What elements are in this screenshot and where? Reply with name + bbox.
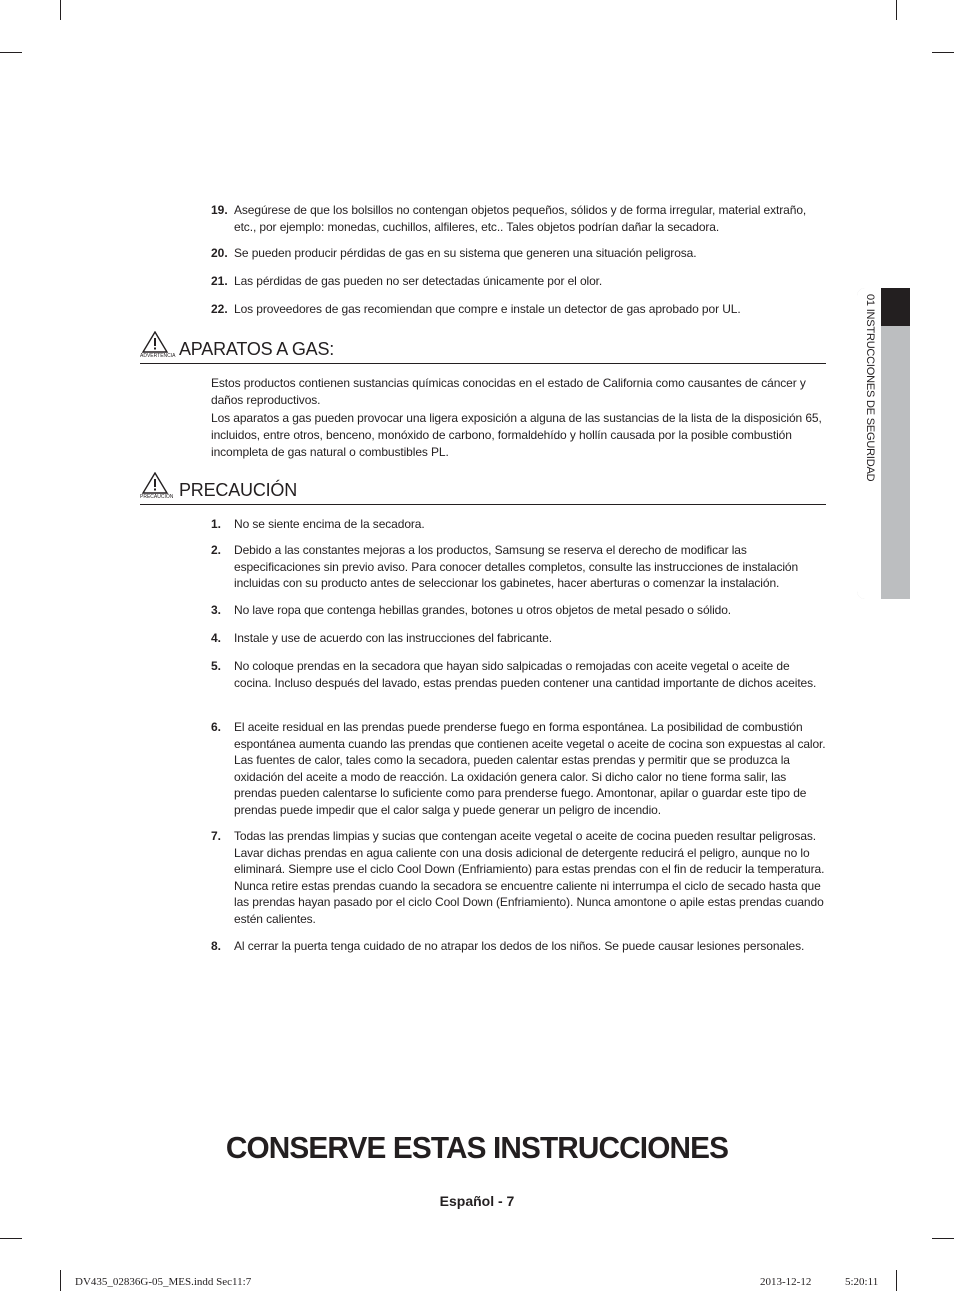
item-number: 2. (211, 543, 222, 557)
list-item (211, 516, 827, 533)
item-text: Las pérdidas de gas pueden no ser detectadas únicamente por el olor. (234, 274, 603, 288)
item-number: 5. (211, 659, 222, 673)
warning-triangle-icon (140, 331, 176, 361)
warning-caption: PRECAUCIÓN (140, 494, 174, 500)
chapter-tab-label: 01 INSTRUCCIONES DE SEGURIDAD (864, 294, 876, 482)
slug-date: 2013-12-12 (760, 1276, 812, 1288)
item-text: No se siente encima de la secadora. (234, 517, 425, 531)
gas-paragraph-2: Los aparatos a gas pueden provocar una ligera exposición a alguna de las sustancias de la lista de la disposición 65, incluidos, entre otros, benceno, monóxido de carbono, formaldehído y hollín causada por la posible combustión incompleta de gas natural o combustibles PL. (211, 411, 822, 459)
item-text: Todas las prendas limpias y sucias que contengan aceite vegetal o aceite de cocina pueden resultar peligrosas. Lavar dichas prendas en agua caliente con una dosis adicional de detergente reducirá el peligro, aunque no lo eliminará. Siempre use el ciclo Cool Down (Enfriamiento) para estas prendas con el fin de reducir la temperatura. Nunca retire estas prendas cuando la secadora se encuentre caliente ni interrumpa el ciclo de secado hasta que las prendas hayan pasado por el ciclo Cool Down (Enfriamiento). Nunca amontone o apile estas prendas cuando estén calientes. (234, 829, 825, 926)
crop-mark (896, 1270, 897, 1291)
list-item (211, 202, 827, 235)
list-item (211, 658, 827, 691)
item-text: Al cerrar la puerta tenga cuidado de no atrapar los dedos de los niños. Se puede causar lesiones personales. (234, 939, 805, 953)
item-number: 1. (211, 517, 222, 531)
item-number: 22. (211, 302, 228, 316)
slug-filename: DV435_02836G-05_MES.indd Sec11:7 (75, 1276, 252, 1288)
caution-heading (140, 472, 826, 505)
item-number: 7. (211, 829, 222, 843)
item-text: No lave ropa que contenga hebillas grandes, botones u otros objetos de metal pesado o sólido. (234, 603, 732, 617)
item-text: Los proveedores de gas recomiendan que compre e instale un detector de gas aprobado por UL. (234, 302, 741, 316)
item-text: Debido a las constantes mejoras a los productos, Samsung se reserva el derecho de modificar las especificaciones sin previo aviso. Para conocer detalles completos, consulte las instrucciones de instalación incluidas con su producto antes de seleccionar los gabinetes, hacer aberturas o comenzar la instalación. (234, 543, 799, 591)
list-item (211, 602, 827, 619)
list-item (211, 301, 827, 318)
crop-mark (60, 0, 61, 20)
item-number: 20. (211, 246, 228, 260)
section-title: PRECAUCIÓN (179, 480, 298, 500)
item-number: 19. (211, 203, 228, 217)
list-item (211, 938, 827, 955)
item-text: Asegúrese de que los bolsillos no contengan objetos pequeños, sólidos y de forma irregular, material extraño, etc., por ejemplo: monedas, cuchillos, alfileres, etc.. Tales objetos podrían dañar la secadora. (234, 203, 807, 234)
list-item (211, 542, 827, 592)
crop-mark (0, 1238, 22, 1239)
chapter-tab-marker (881, 288, 910, 326)
item-number: 6. (211, 720, 222, 734)
item-text: Instale y use de acuerdo con las instrucciones del fabricante. (234, 631, 552, 645)
item-number: 4. (211, 631, 222, 645)
save-instructions-title: CONSERVE ESTAS INSTRUCCIONES (225, 1130, 729, 1165)
crop-mark (0, 52, 22, 53)
crop-mark (932, 1238, 954, 1239)
item-text: Se pueden producir pérdidas de gas en su sistema que generen una situación peligrosa. (234, 246, 697, 260)
item-number: 3. (211, 603, 222, 617)
item-text: No coloque prendas en la secadora que hayan sido salpicadas o remojadas con aceite vegetal o aceite de cocina. Incluso después del lavado, estas prendas pueden contener una cantidad importante de dichos aceites. (234, 659, 817, 690)
crop-mark (932, 52, 954, 53)
crop-mark (896, 0, 897, 20)
warning-caption: ADVERTENCIA (140, 353, 176, 359)
list-item (211, 828, 827, 928)
list-item (211, 273, 827, 290)
section-title: APARATOS A GAS: (179, 339, 335, 359)
item-number: 8. (211, 939, 222, 953)
list-item (211, 245, 827, 262)
crop-mark (60, 1270, 61, 1291)
slug-time: 5:20:11 (845, 1276, 879, 1288)
page-number: Español - 7 (439, 1193, 515, 1209)
item-number: 21. (211, 274, 228, 288)
list-item (211, 630, 827, 647)
item-text: El aceite residual en las prendas puede prenderse fuego en forma espontánea. La posibilidad de combustión espontánea aumenta cuando las prendas que contienen aceite vegetal o aceite de cocina son expuestas al calor. Las fuentes de calor, tales como la secadora, pueden calentar estas prendas y permitir que se produzca la oxidación del aceite a modo de reacción. La oxidación genera calor. Si dicho calor no tiene forma salir, las prendas pueden calentarse lo suficiente como para prenderse fuego. Amontonar, apilar o guardar este tipo de prendas puede impedir que el calor salga y puede generar un peligro de incendio. (234, 720, 826, 817)
list-item (211, 719, 827, 819)
gas-appliances-heading (140, 331, 826, 364)
gas-paragraph-1: Estos productos contienen sustancias químicas conocidas en el estado de California como causantes de cáncer y daños reproductivos. (211, 376, 806, 407)
warning-triangle-icon (140, 472, 174, 502)
